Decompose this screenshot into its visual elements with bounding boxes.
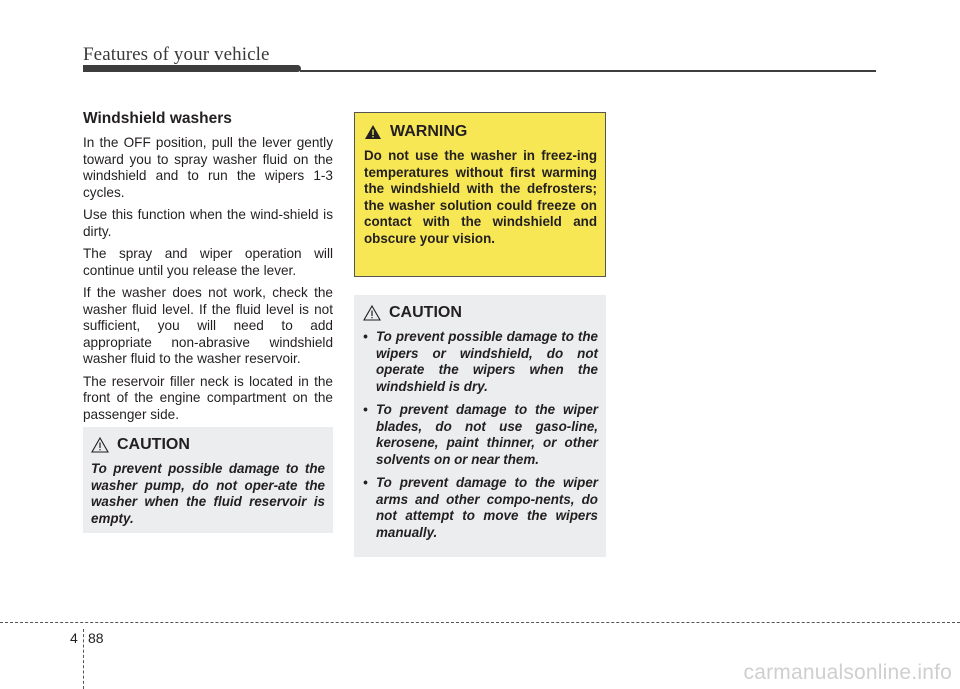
caution-title-text: CAUTION: [389, 304, 462, 321]
caution-text: To prevent possible damage to the washer pump, do not oper-ate the washer when the fluid reservoir is empty.: [91, 461, 325, 526]
section-heading: Windshield washers: [83, 110, 232, 127]
bullet-icon: •: [363, 329, 368, 344]
paragraph: The reservoir filler neck is located in the front of the engine compartment on the passenger side.: [83, 373, 333, 422]
header-rule-thick: [83, 65, 301, 72]
caution-title: [91, 436, 325, 454]
caution-list: [363, 329, 598, 541]
caution-box-left: [83, 427, 333, 533]
main-column: [83, 110, 333, 429]
chapter-number: 4: [70, 630, 78, 646]
warning-triangle-icon: [363, 305, 381, 321]
paragraph: If the washer does not work, check the washer fluid level. If the fluid level is not sufficient, you will need to add appropriate non-abrasive windshield washer fluid to the washer reservoir.: [83, 285, 333, 366]
list-item: • To prevent damage to the wiper blades, do not use gaso-line, kerosene, paint thinner, or other solvents on or near them.: [363, 402, 598, 467]
warning-box: [354, 112, 606, 277]
caution-title: [363, 304, 598, 322]
warning-title: [364, 123, 597, 141]
warning-title-text: WARNING: [390, 123, 468, 140]
paragraph: In the OFF position, pull the lever gently toward you to spray washer fluid on the windshield and to run the wipers 1-3 cycles.: [83, 135, 333, 200]
footer-dashed-rule: [0, 622, 960, 623]
bullet-icon: •: [363, 402, 368, 417]
page-header-title: Features of your vehicle: [83, 44, 270, 65]
paragraph: Use this function when the wind-shield is dirty.: [83, 207, 333, 239]
caution-box-right: [354, 295, 606, 557]
list-item: • To prevent possible damage to the wipers or windshield, do not operate the wipers when the windshield is dry.: [363, 329, 598, 394]
warning-text: Do not use the washer in freez-ing temperatures without first warming the windshield with the defrosters; the washer solution could freeze on contact with the windshield and obscure your vision.: [364, 148, 597, 246]
warning-triangle-icon: [91, 437, 109, 453]
warning-triangle-icon: [364, 124, 382, 140]
caution-title-text: CAUTION: [117, 436, 190, 453]
header-rule-thin: [300, 70, 876, 72]
page-number: 88: [88, 630, 104, 646]
footer-vertical-dashed-rule: [83, 629, 84, 689]
paragraph: The spray and wiper operation will continue until you release the lever.: [83, 246, 333, 278]
bullet-icon: •: [363, 475, 368, 490]
list-item: • To prevent damage to the wiper arms and other compo-nents, do not attempt to move the wipers manually.: [363, 475, 598, 540]
watermark: carmanualsonline.info: [743, 661, 952, 684]
